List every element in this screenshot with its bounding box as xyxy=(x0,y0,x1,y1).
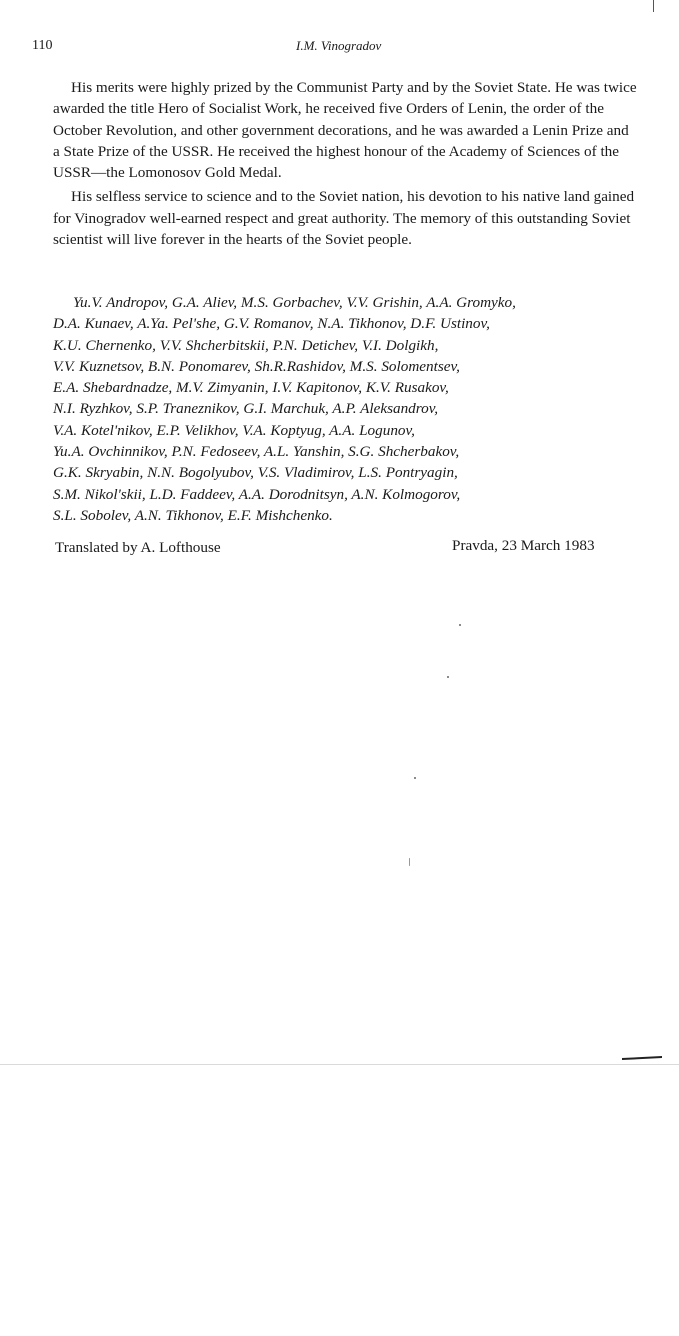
signatory-line: Yu.A. Ovchinnikov, P.N. Fedoseev, A.L. Yanshin, S.G. Shcherbakov, xyxy=(53,443,460,461)
signatory-line: S.M. Nikol'skii, L.D. Faddeev, A.A. Dorodnitsyn, A.N. Kolmogorov, xyxy=(53,485,461,503)
signatory-line: S.L. Sobolev, A.N. Tikhonov, E.F. Mishchenko. xyxy=(53,506,333,524)
paragraph-honours: His merits were highly prized by the Communist Party and by the Soviet State. He was twice awarded the title Hero of Socialist Work, he received five Orders of Lenin, the order of the October Revolution, and other government decorations, and he was awarded a Lenin Prize and a State Prize of the USSR. He received the highest honour of the Academy of Sciences of the USSR—the Lomonosov Gold Medal. xyxy=(53,79,637,182)
scan-speck xyxy=(447,676,449,678)
scan-corner-mark xyxy=(653,0,654,12)
signatory-line: K.U. Chernenko, V.V. Shcherbitskii, P.N. Detichev, V.I. Dolgikh, xyxy=(53,336,439,354)
scan-edge-mark xyxy=(622,1056,662,1060)
scan-speck xyxy=(414,777,416,779)
page-number: 110 xyxy=(32,38,53,53)
signatory-line: N.I. Ryzhkov, S.P. Traneznikov, G.I. Marchuk, A.P. Aleksandrov, xyxy=(53,400,439,418)
obituary-body xyxy=(53,77,638,250)
signatory-line: E.A. Shebardnadze, M.V. Zimyanin, I.V. Kapitonov, K.V. Rusakov, xyxy=(53,379,449,397)
source-citation: Pravda, 23 March 1983 xyxy=(452,537,595,554)
signatory-line: V.A. Kotel'nikov, E.P. Velikhov, V.A. Koptyug, A.A. Logunov, xyxy=(53,421,415,439)
signatory-line: V.V. Kuznetsov, B.N. Ponomarev, Sh.R.Rashidov, M.S. Solomentsev, xyxy=(53,357,460,375)
scan-speck xyxy=(459,624,461,626)
translator-credit: Translated by A. Lofthouse xyxy=(55,539,221,556)
scan-fold-line xyxy=(0,1064,679,1065)
paragraph-legacy: His selfless service to science and to the Soviet nation, his devotion to his native land gained for Vinogradov well-earned respect and great authority. The memory of this outstanding Soviet scientist will live forever in the hearts of the Soviet people. xyxy=(53,188,635,249)
signatory-line: G.K. Skryabin, N.N. Bogolyubov, V.S. Vladimirov, L.S. Pontryagin, xyxy=(53,464,458,482)
signatory-line: D.A. Kunaev, A.Ya. Pel'she, G.V. Romanov, N.A. Tikhonov, D.F. Ustinov, xyxy=(53,315,490,333)
running-head: I.M. Vinogradov xyxy=(296,38,382,53)
scan-speck xyxy=(409,858,410,866)
signatory-line: Yu.V. Andropov, G.A. Aliev, M.S. Gorbachev, V.V. Grishin, A.A. Gromyko, xyxy=(73,294,516,311)
signatories-list xyxy=(53,292,648,526)
